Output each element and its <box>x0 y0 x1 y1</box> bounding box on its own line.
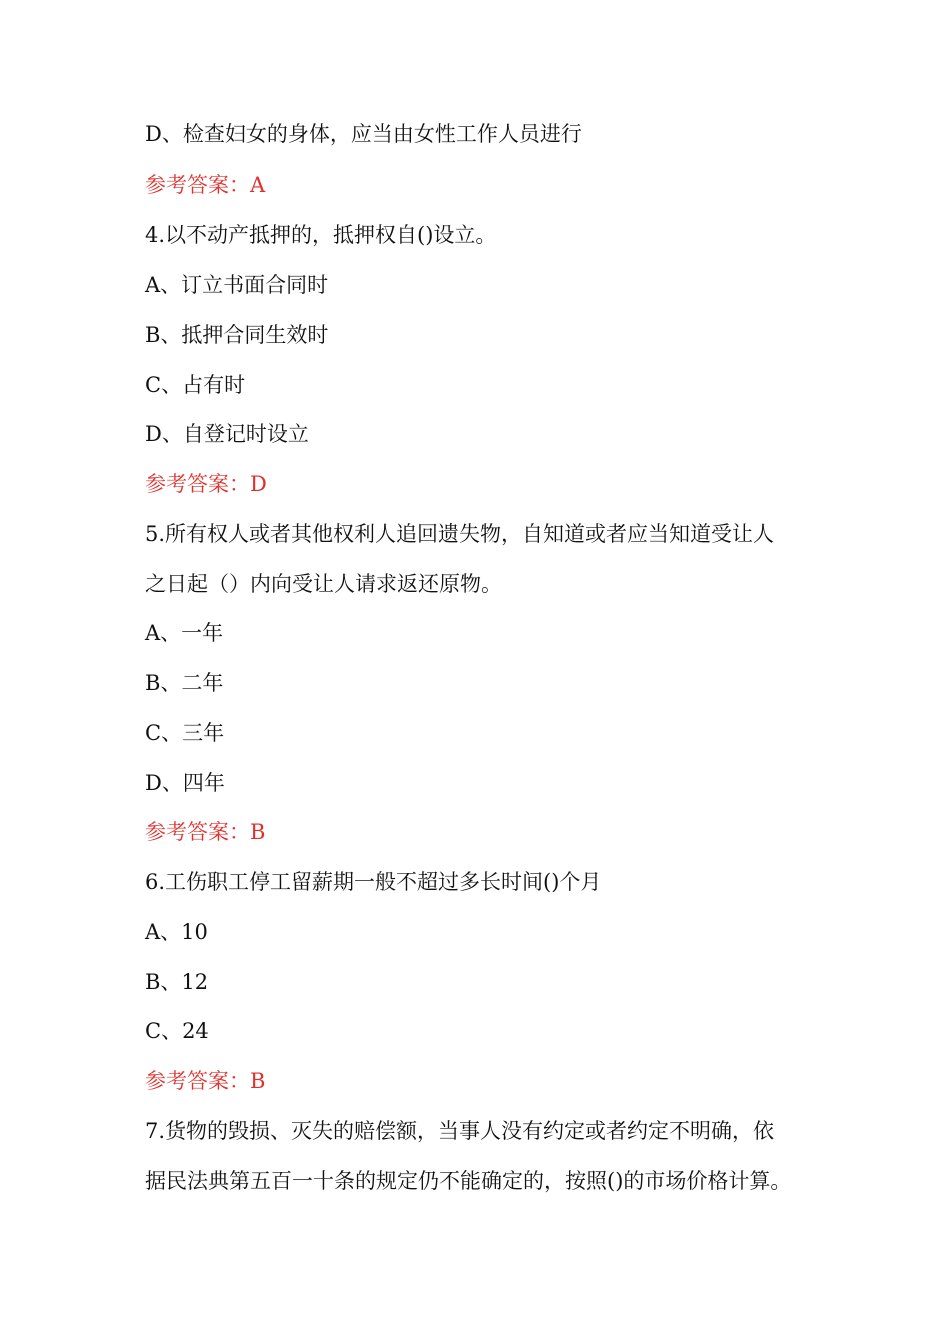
answer-value: D <box>250 472 267 496</box>
q5-question-line-1: 5.所有权人或者其他权利人追回遗失物，自知道或者应当知道受让人 <box>145 522 775 546</box>
q4-option-a: A、订立书面合同时 <box>145 273 329 297</box>
answer-label: 参考答案： <box>145 173 250 197</box>
q4-answer <box>145 470 267 498</box>
q4-option-c: C、占有时 <box>145 373 246 397</box>
q6-option-a: A、10 <box>145 920 208 944</box>
q5-question-line-2: 之日起（）内向受让人请求返还原物。 <box>145 572 502 596</box>
q6-question: 6.工伤职工停工留薪期一般不超过多长时间()个月 <box>145 870 602 894</box>
answer-label: 参考答案： <box>145 820 250 844</box>
q6-option-c: C、24 <box>145 1019 209 1043</box>
q5-answer <box>145 818 265 846</box>
answer-label: 参考答案： <box>145 472 250 496</box>
answer-value: B <box>250 1069 266 1093</box>
q3-answer <box>145 171 265 199</box>
q3-option-d: D、检查妇女的身体，应当由女性工作人员进行 <box>145 122 582 146</box>
answer-label: 参考答案： <box>145 1069 250 1093</box>
q4-option-d: D、自登记时设立 <box>145 422 309 446</box>
q4-question: 4.以不动产抵押的，抵押权自()设立。 <box>145 223 497 247</box>
q5-option-b: B、二年 <box>145 671 224 695</box>
q7-question-line-2: 据民法典第五百一十条的规定仍不能确定的，按照()的市场价格计算。 <box>145 1169 792 1193</box>
q5-option-c: C、三年 <box>145 721 225 745</box>
answer-value: B <box>250 820 266 844</box>
q7-question-line-1: 7.货物的毁损、灭失的赔偿额，当事人没有约定或者约定不明确，依 <box>145 1119 775 1143</box>
q6-answer <box>145 1067 265 1095</box>
q5-option-d: D、四年 <box>145 771 225 795</box>
answer-value: A <box>250 173 266 197</box>
q5-option-a: A、一年 <box>145 621 224 645</box>
q4-option-b: B、抵押合同生效时 <box>145 323 329 347</box>
q6-option-b: B、12 <box>145 970 209 994</box>
